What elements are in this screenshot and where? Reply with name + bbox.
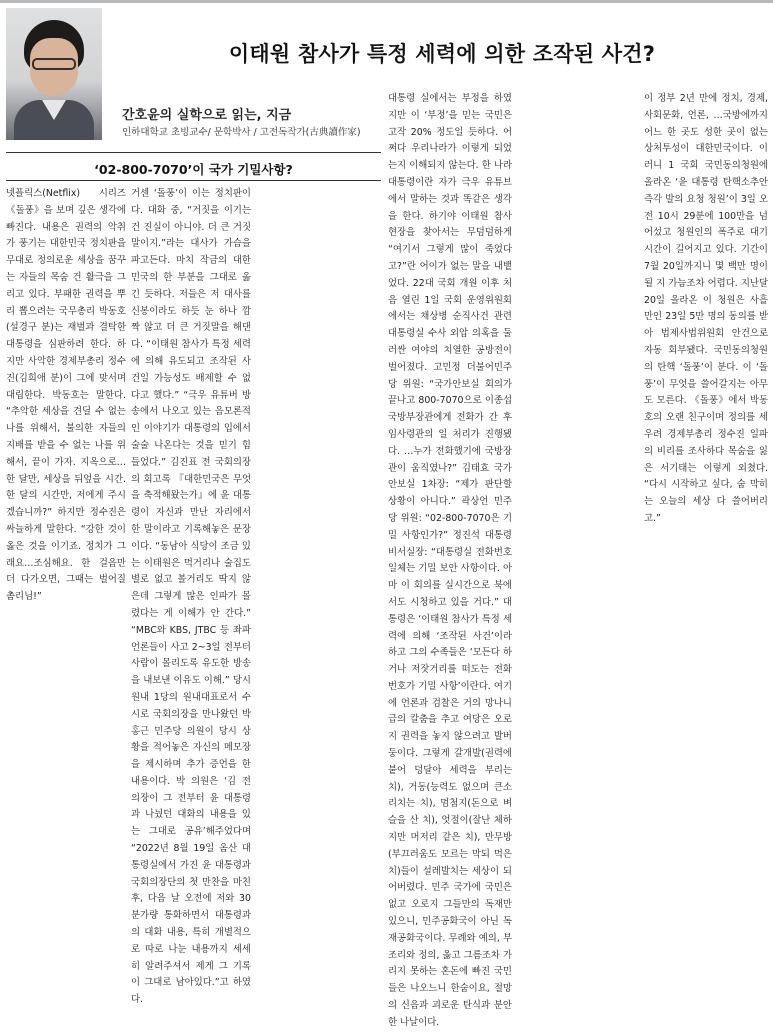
article-column-4 (644, 91, 768, 528)
article-column-2 (131, 186, 251, 1009)
subhead-rule-top (6, 152, 381, 153)
subhead-rule-bottom (6, 180, 381, 181)
column-text: 거센 ‘돌풍’이 이는 정치판이다. 대화 중, “거짓을 이기는 건 진실이 아니야. 더 큰 거짓말이지.”라는 대사가 가슴을 파고든다. 마치 작금의 대한민국의 한 부분을 그대로 옮긴 듯하다. 저들은 저 대사를 신봉이라도 하듯 눈 하나 깜짝 않고 더 큰 거짓말을 해댄다. “이태원 참사가 특정 세력에 의해 유도되고 조작된 사건일 가능성도 배제할 수 없다고 했다.” “극우 유튜버 방송에서 나오고 있는 음모론적인 이야기가 대통령의 입에서 술술 나온다는 것을 믿기 힘들었다.” 김진표 전 국회의장의 회고록 『대한민국은 무엇을 축적해왔는가』에 윤 대통령이 자신과 만난 자리에서 한 말이라고 기록해놓은 문장이다. “동남아 식당이 조금 있는 이태원은 먹거리나 술집도 별로 없고 볼거리도 딱지 않은데 그렇게 많은 인파가 몰렸다는 게 이해가 안 간다.” “MBC와 KBS, JTBC 등 좌파언론들이 사고 2~3일 전부터 사람이 몰리도록 유도한 방송을 내보낸 이유도 이해.” 당시 원내 1당의 원내대표로서 수시로 국회의장을 만나왔던 박홍근 민주당 의원이 당시 상황을 적어놓은 자신의 메모장을 제시하며 추가 증언을 한 내용이다. 박 의원은 ‘김 전 의장이 그 전부터 윤 대통령과 나눴던 대화의 내용을 있는 그대로 공유’해주었다며 “2022년 8월 19일 옴산 대통령실에서 가진 윤 대통령과 국회의장단의 첫 만찬을 마친 후, 다음 날 오전에 저와 30분가량 통화하면서 대통령과의 대화 내용, 특히 개별적으로 따로 나눈 내용까지 세세히 알려주셔서 제게 그 기록이 그대로 남아있다.”고 하였다. (131, 188, 251, 1006)
article-column-1 (6, 186, 126, 606)
photo-glasses (32, 58, 76, 70)
headline: 이태원 참사가 특정 세력에 의한 조작된 사건? (228, 42, 656, 66)
article-column-3 (388, 91, 512, 1032)
subhead: ‘02-800-7070’이 국가 기밀사항? (94, 162, 293, 177)
column-text: 대통령 실에서는 부정을 하였지만 이 ‘부정’을 믿는 국민은 고작 20% 정도일 듯하다. 어쩌다 우리나라가 이렇게 되었는지 이해되지 않는다. 한 나라 대통령이란 자가 극우 유튜브에서 말하는 것과 똑같은 생각을 한다. 하기야 이태원 참사 현장을 찾아서는 무덤덤하게 “여기서 그렇게 많이 죽었다고?”란 어이가 없는 말을 내뱉었다. 22대 국회 개원 이후 처음 열린 1일 국회 운영위원회에서는 채상병 순직사건 관련 대통령실 수사 외압 의혹을 둘러싼 여야의 치열한 공방전이 벌어졌다. 고민정 더불어민주당 위원: “국가안보실 회의가 끝나고 800-7070으로 이종섭 국방부장관에게 전화가 간 후 임사령관의 일 처리가 진행됐다. …누가 전화했기에 국방장관이 움직였나?” 김태효 국가안보실 1차장: “제가 판단할 상황이 아니다.” 곽상언 민주당 위원: “02-800-7070은 기밀 사항인가?” 정진석 대통령 비서실장: “대통령실 전화번호 일체는 기밀 보안 사항이다. 아마 이 회의를 실시간으로 북에서도 시청하고 있을 거다.” 대통령은 ‘이태원 참사가 특정 세력에 의해 ‘조작된 사건’이라 하고 그의 수족들은 ‘모든다 하거나 저잣거리를 떠도는 전화번호가 기밀 사항’이란다. 여기에 언론과 검찰은 거의 망나니급의 칼춤을 추고 여당은 오로지 권력을 놓지 않으려고 발버둥이다. 그렇게 갈개발(권력에 붙어 덩달아 세력을 부리는 치), 거동(능력도 없으며 큰소리치는 치), 멈첨지(돈으로 벼슬을 산 치), 엇절이(잘난 체하지만 머저리 같은 치), 만무방(부끄러움도 모르는 막되 먹은 치)들이 설레발치는 세상이 되어버렸다. 민주 국가에 국민은 없고 오로지 그들만의 독재만 있으니, 민주공화국이 아닌 독재공화국이다. 무례와 예의, 부조리와 정의, 옳고 그름조차 가리지 못하는 혼돈에 빠진 국민들은 나오느니 한숨이요, 절망의 신음과 괴로운 탄식과 분안한 나날이다. (388, 93, 512, 1028)
author-photo (6, 8, 102, 140)
byline: 인하대학교 초빙교수/ 문학박사 / 고전독작가(古典讀作家) (122, 127, 361, 138)
column-text: 넷플릭스(Netflix) 시리즈 《돌풍》을 보며 깊은 생각에 빠진다. 내용은 권력의 악취가 풍기는 대한민국 정치판을 무대로 정의로운 세상을 꿈꾸는 자들의 목숨 건 활극을 그리고 있다. 부패한 권력을 뿌리 뽑으려는 국무총리 박동호(설경구 분)는 재벌과 결탁한 대통령을 심판하려 한다. 하지만 사악한 경제부총리 정수진(김희애 분)이 그에 맞서며 대립한다. 박동호는 말한다. “추악한 세상을 견딜 수 없는 나를 위해서, 불의한 자들의 지배를 받을 수 없는 나를 위해서, 끝이 가자. 지옥으로…한 달만, 세상을 뒤엎을 시간. 한 달의 시간만, 저에게 주시겠습니까?” 하지만 정수진은 싸늘하게 말한다. “강한 것이 옳은 것을 이기죠. 정치가 그래요…조심해요. 한 걸음만 더 다가오면, 그때는 벌어질 촘리님!” (6, 188, 126, 603)
header-rule (0, 0, 773, 3)
series-title: 간호윤의 실학으로 읽는, 지금 (122, 108, 292, 123)
column-text: 이 정부 2년 만에 정치, 경제, 사회문화, 언론, …국방에까지 어느 한 곳도 성한 곳이 없는 상처투성이 대한민국이다. 이러니 1 국회 국민동의청원에 올라온 ‘윤 대통령 탄핵소추안 즉각 발의 요청 청원’이 3일 오전 10시 29분에 100만을 넘어섰고 청원인의 폭주로 대기 시간이 길어지고 있다. 기간이 7월 20일까지니 몇 백만 명이 될 지 가늠조차 어렵다. 지난달 20일 올라온 이 청원은 사흘 만인 23일 5만 명의 동의를 받아 법제사법위원회 안건으로 자동 회부됐다. 국민동의청원의 탄핵 ‘돌풍’이 분다. 이 ‘돌풍’이 무엇을 쓸어갈지는 아무도 모른다. 《돌풍》에서 박동호의 오랜 친구이며 정의를 세우려 경제부총리 정수진 일파의 비리를 조사하다 목숨을 잃은 서기태는 이렇게 외쳤다. “다시 시작하고 싶다, 숨 막히는 오늘의 세상 다 쓸어버리고.” (644, 93, 768, 524)
